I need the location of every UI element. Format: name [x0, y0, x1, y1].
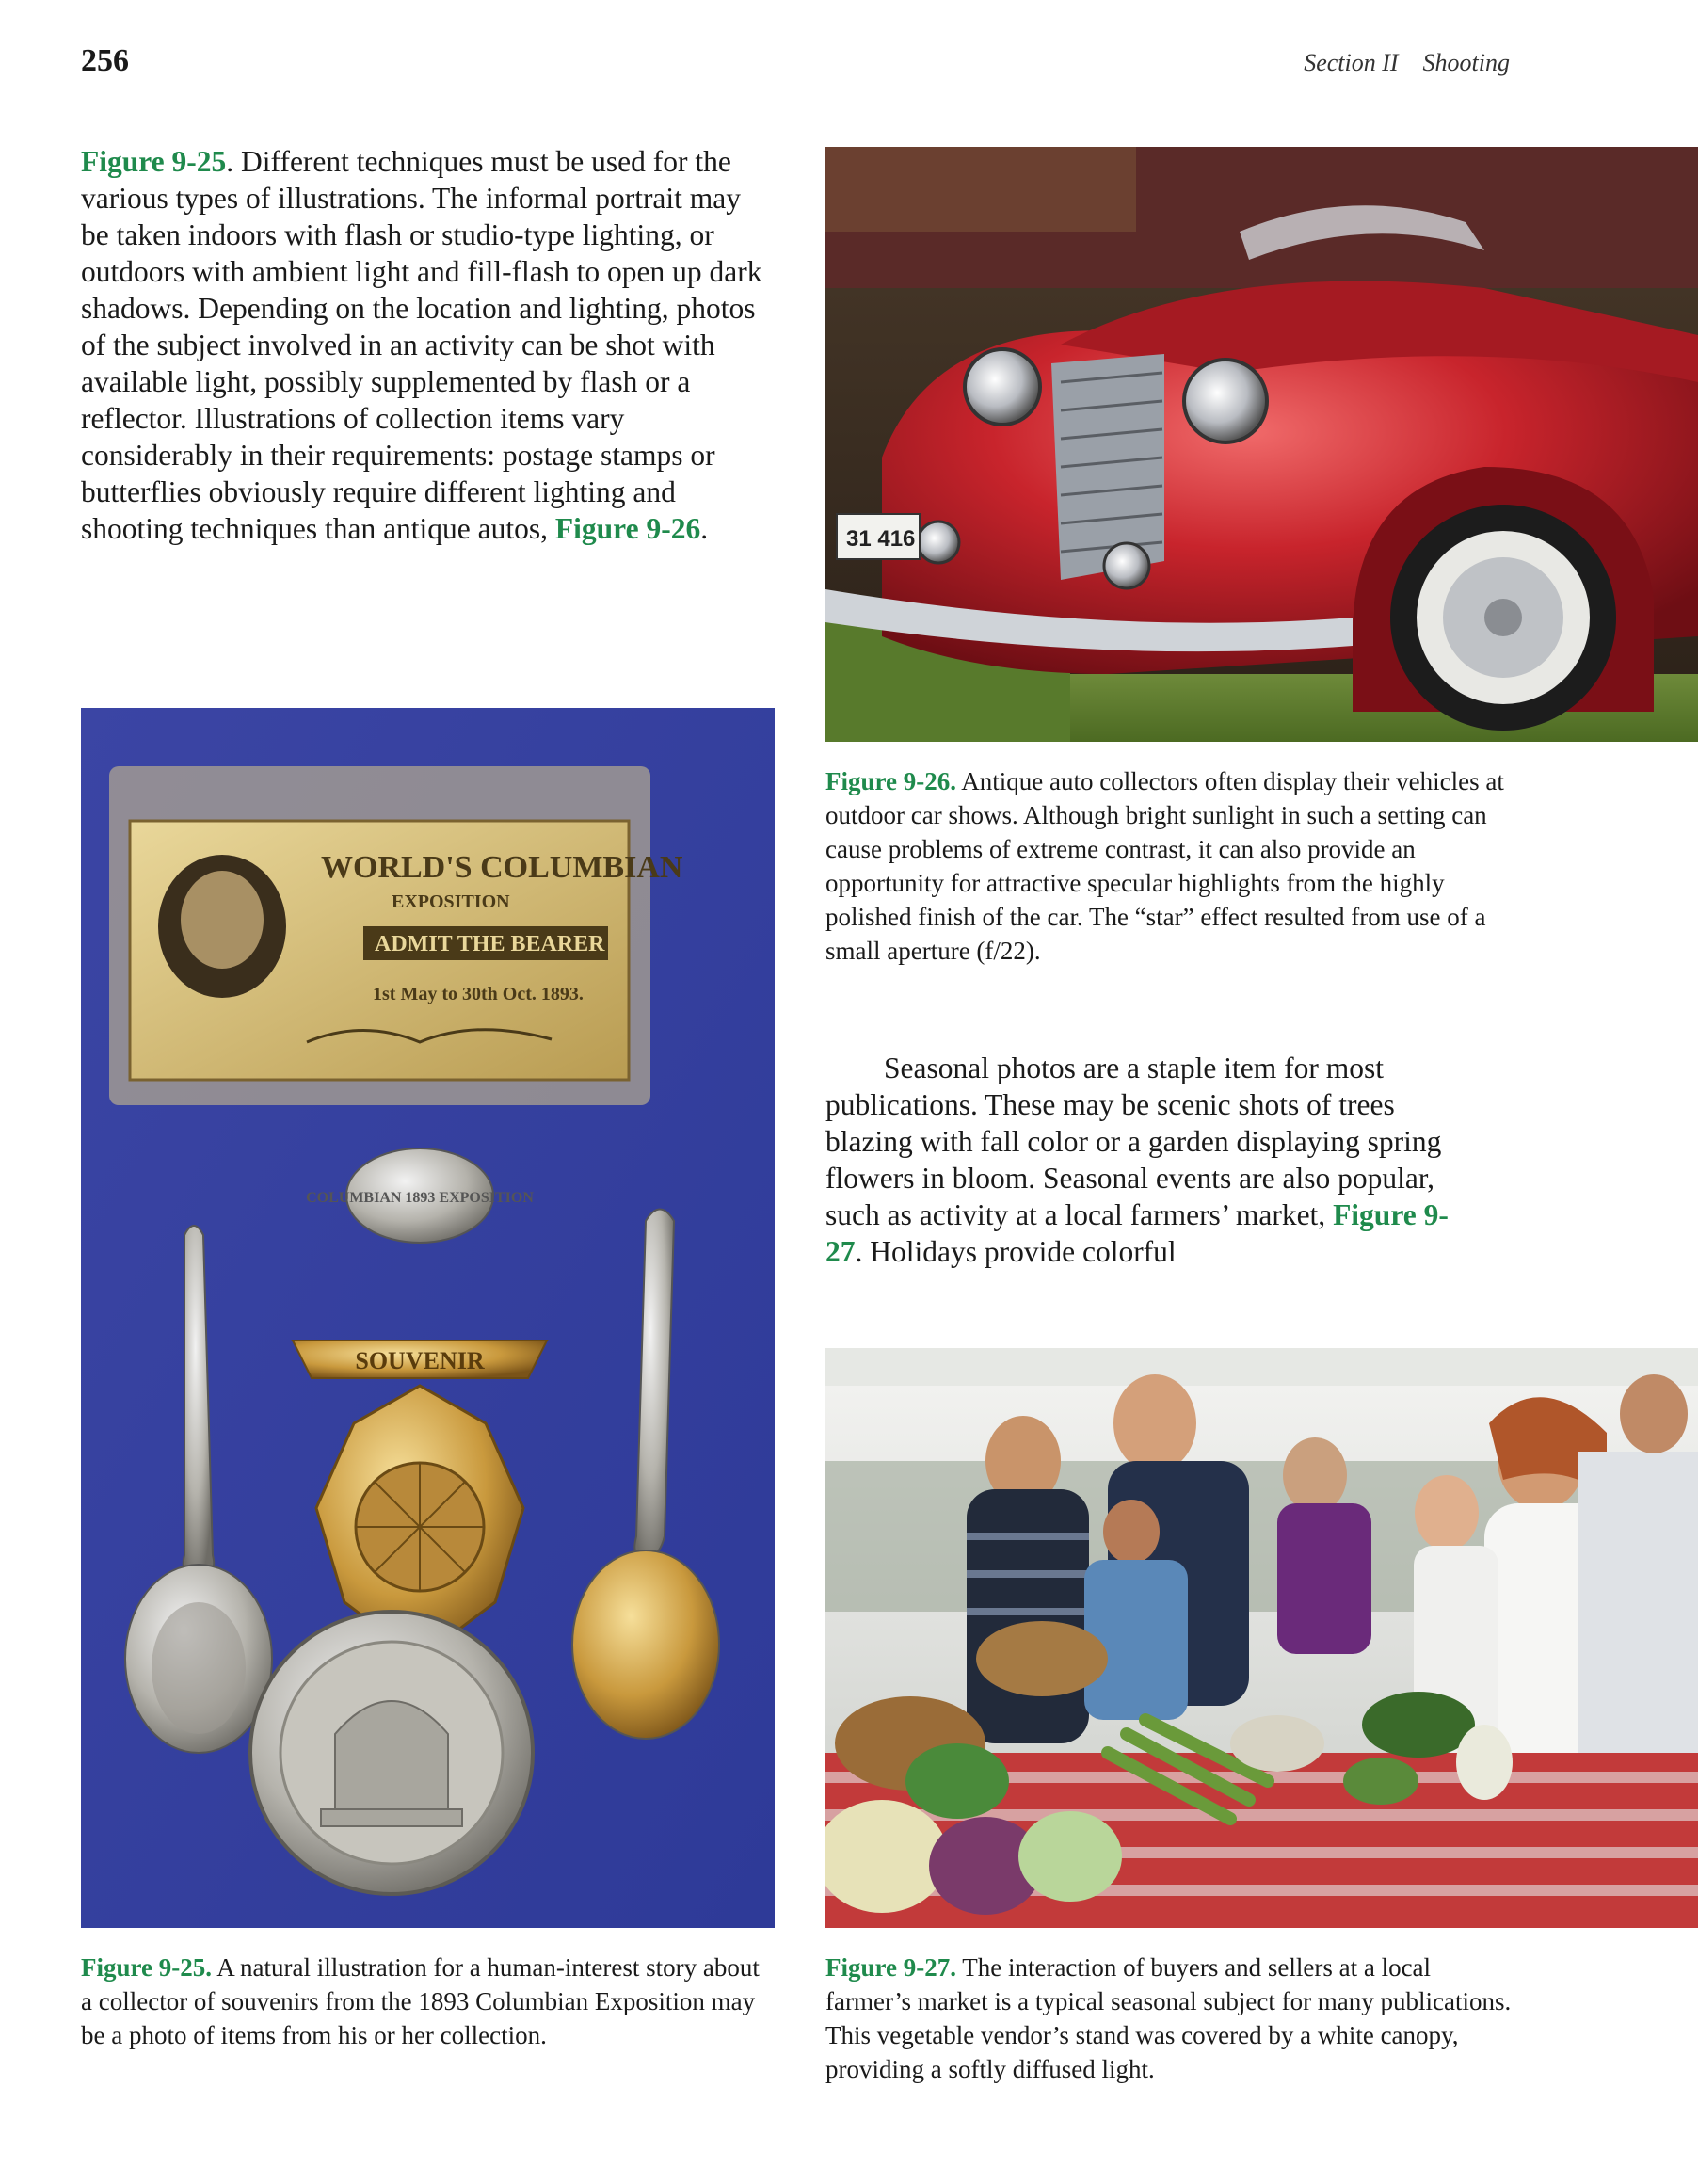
figure-label: Figure 9-25.	[81, 1953, 212, 1982]
intro-end: .	[700, 512, 709, 545]
caption-text: A natural illustration for a human-interest story about a collector of souvenirs from the 1893 Columbian Exposition may be a photo of items from his or her collection.	[81, 1953, 760, 2049]
chapter-label: Shooting	[1422, 49, 1510, 76]
seasonal-paragraph	[825, 1050, 1475, 1270]
figure-9-26-photo	[825, 147, 1698, 742]
figure-ref: Figure 9-26	[554, 512, 701, 545]
figure-9-25-photo	[81, 708, 775, 1928]
ribbon-text: SOUVENIR	[355, 1347, 485, 1374]
running-head	[1304, 49, 1510, 77]
seasonal-end: . Holidays provide colorful	[855, 1235, 1177, 1268]
ticket-subtitle: EXPOSITION	[392, 891, 510, 912]
caption-text: The interaction of buyers and sellers at a local farmer’s market is a typical seasonal subject for many publications. This vegetable vendor’s stand was covered by a white canopy, providing a softly diffused light.	[825, 1953, 1512, 2083]
antique-car-image	[825, 147, 1698, 742]
figure-label: Figure 9-27.	[825, 1953, 956, 1982]
figure-9-27-photo	[825, 1348, 1698, 1928]
section-label: Section II	[1304, 49, 1399, 76]
intro-text: . Different techniques must be used for the various types of illustrations. The informal portrait may be taken indoors with flash or studio-type lighting, or outdoors with ambient light and fill-flash to open up dark shadows. Depending on the location and lighting, photos of the subject involved in an activity can be shot with available light, possibly supplemented by flash or a reflector. Illustrations of collection items vary considerably in their requirements: postage stamps or butterflies obviously require different lighting and shooting techniques than antique autos,	[81, 145, 762, 545]
farmers-market-image	[825, 1348, 1698, 1928]
figure-9-25-caption	[81, 1951, 773, 2052]
figure-9-26-caption	[825, 764, 1517, 968]
figure-ref: Figure 9-25	[81, 145, 227, 178]
figure-9-27-caption	[825, 1951, 1517, 2086]
license-plate-text: 31 416	[846, 526, 916, 552]
figure-label: Figure 9-26.	[825, 767, 956, 795]
intro-paragraph	[81, 143, 773, 547]
caption-text: Antique auto collectors often display their vehicles at outdoor car shows. Although bright sunlight in such a setting can cause problems of extreme contrast, it can also provide an opportunity for attractive specular highlights from the highly polished finish of the car. The “star” effect resulted from use of a small aperture (f/22).	[825, 767, 1504, 965]
ticket-title: WORLD'S COLUMBIAN	[321, 850, 683, 885]
seasonal-text: Seasonal photos are a staple item for most publications. These may be scenic shots of trees blazing with fall color or a garden displaying spring flowers in bloom. Seasonal events are also popular, such as activity at a local farmers’ market,	[825, 1052, 1442, 1231]
collection-items-image	[81, 708, 775, 1928]
ticket-admit: ADMIT THE BEARER	[375, 932, 605, 956]
ticket-dates: 1st May to 30th Oct. 1893.	[373, 984, 584, 1004]
figure-ref: Figure 9-27	[825, 1198, 1449, 1268]
page-number: 256	[81, 43, 129, 78]
oval-token-text: COLUMBIAN 1893 EXPOSITION	[306, 1190, 534, 1206]
